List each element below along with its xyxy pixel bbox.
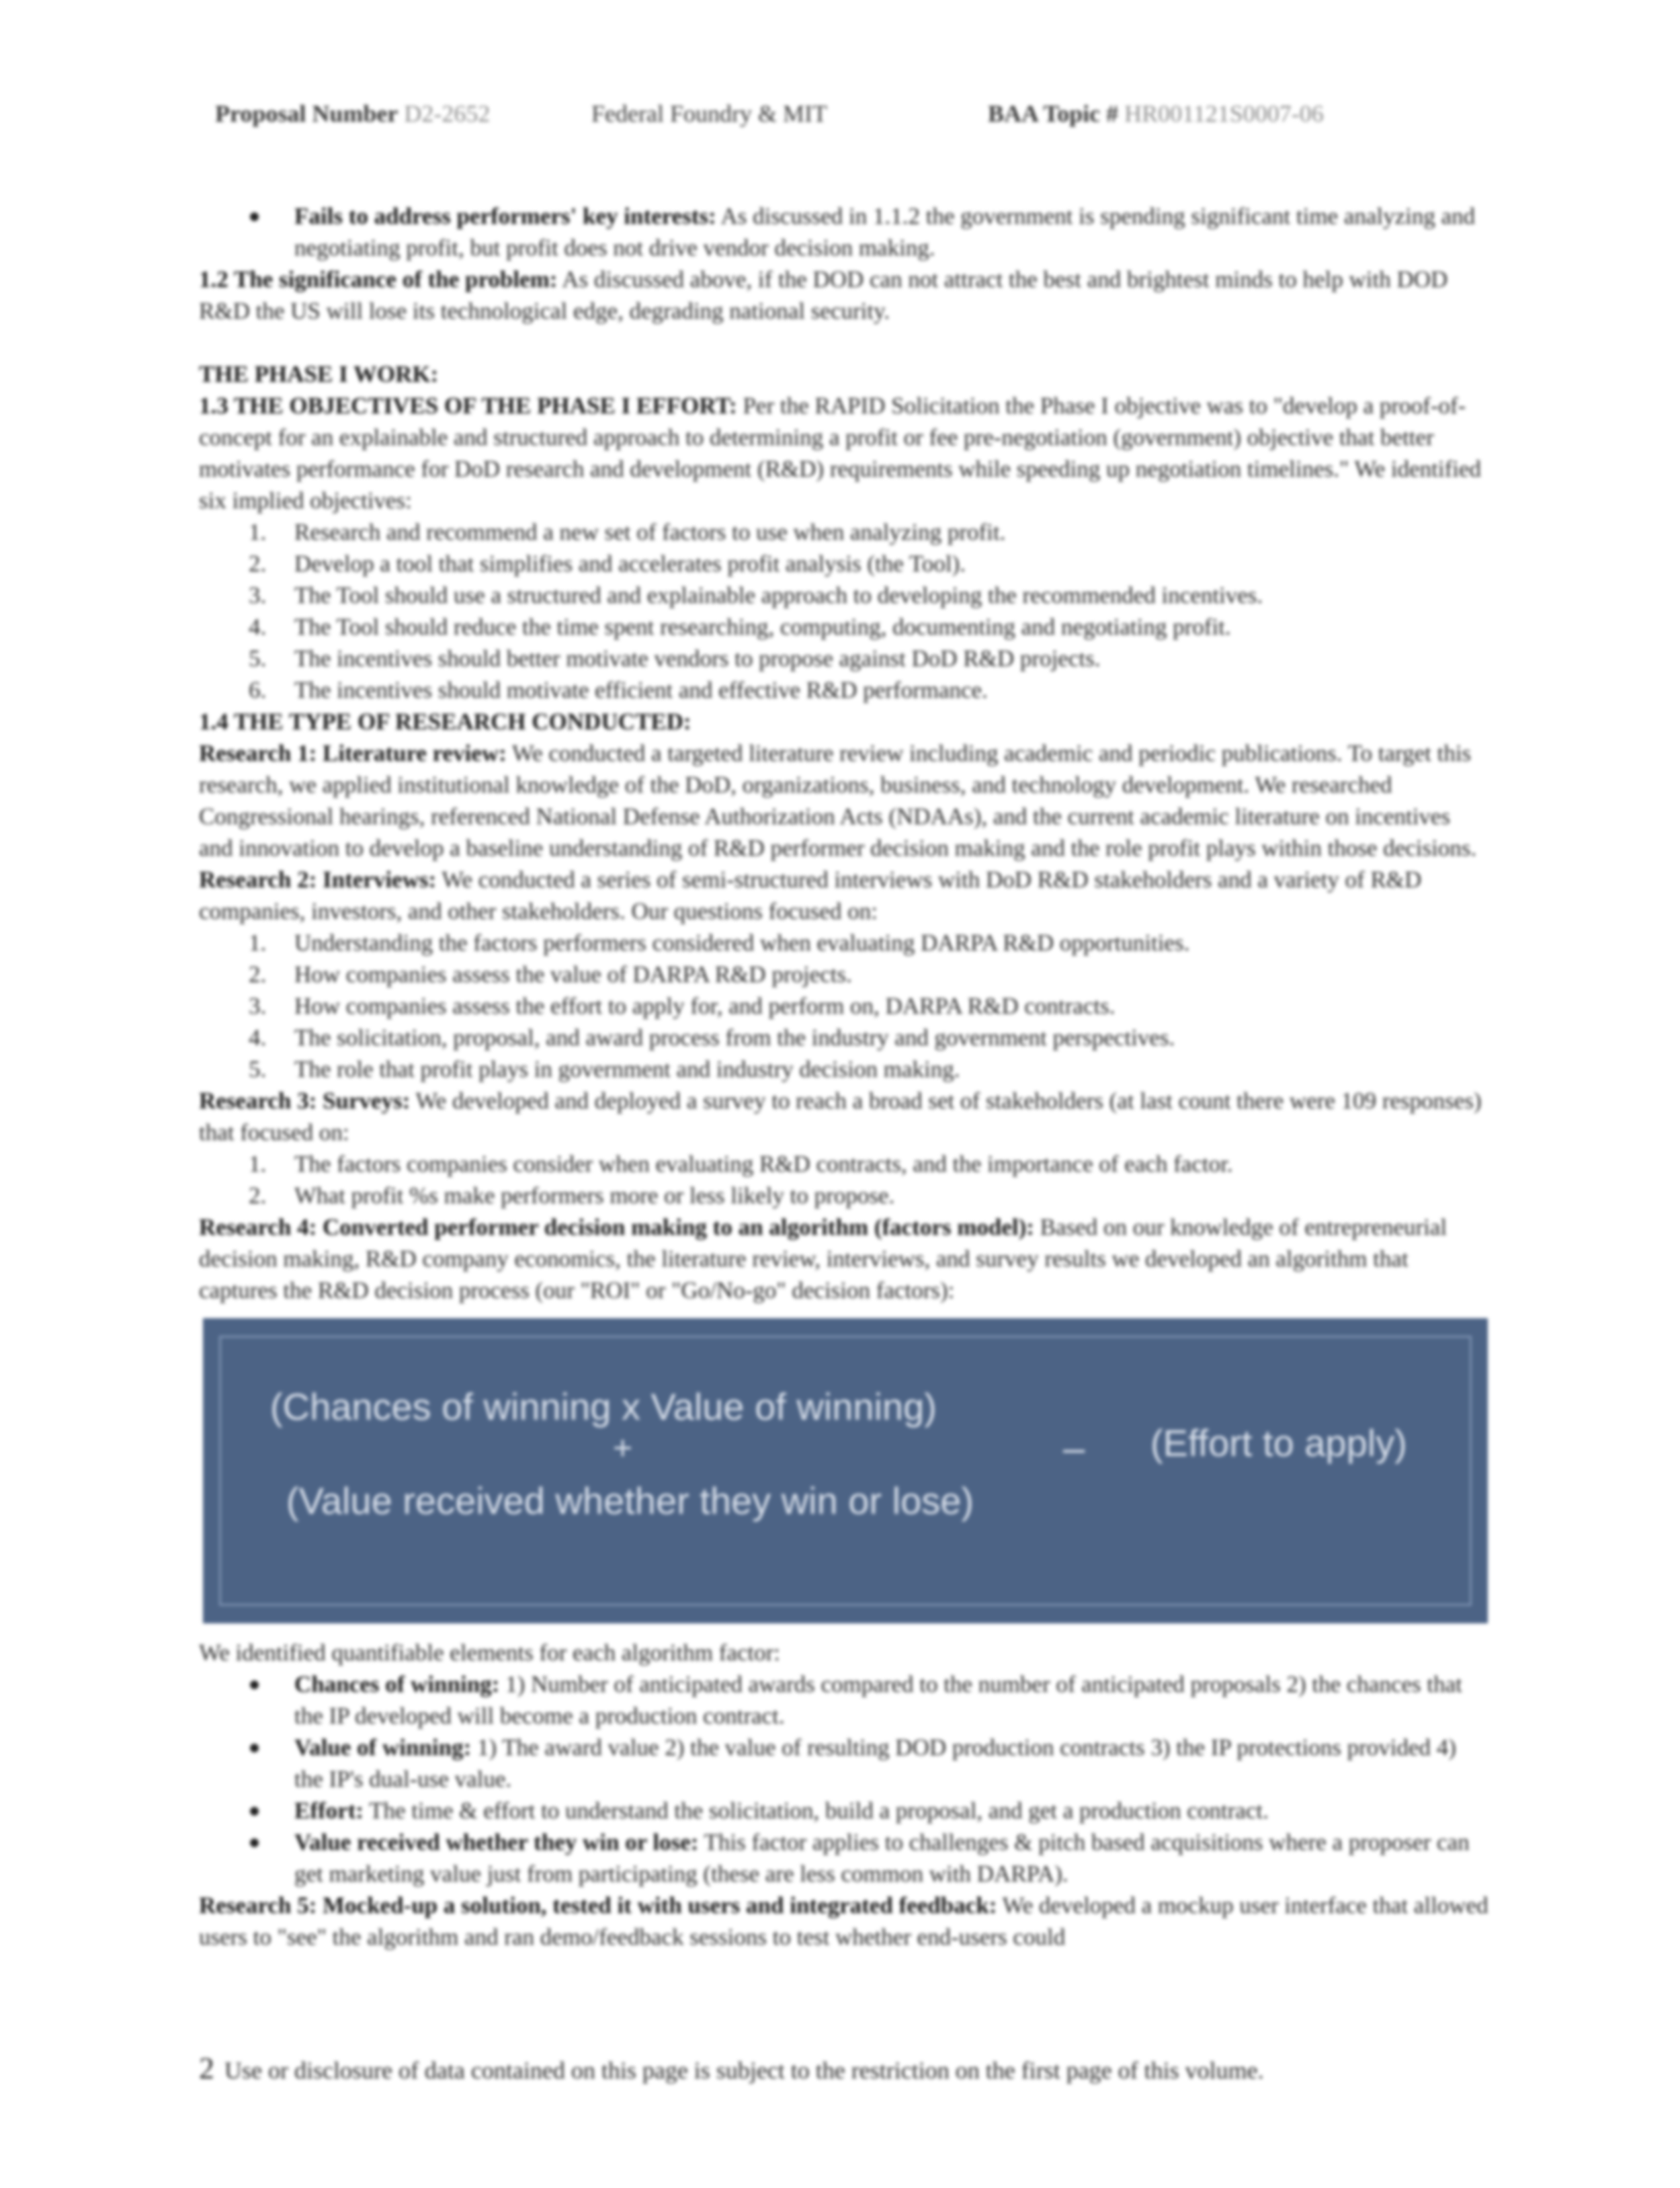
list-item: Chances of winning: 1) Number of anticipated awards compared to the number of anticipated proposals 2) the chances that the IP developed will become a production contract. — [199, 1668, 1489, 1732]
page-footer — [199, 2050, 1264, 2086]
research-5-paragraph: Research 5: Mocked-up a solution, tested it with users and integrated feedback: We developed a mockup user interface that allowed users to "see" the algorithm and ran demo/feedback sessions to test whether end-users could — [199, 1892, 1488, 1950]
list-item: 5. The incentives should better motivate vendors to propose against DoD R&D projects. — [249, 645, 1101, 672]
research-1-paragraph: Research 1: Literature review: We conducted a targeted literature review including academic and periodic publications. To target this research, we applied institutional knowledge of the DoD, organizations, business, and technology development. We researched Congressional hearings, referenced National Defense Authorization Acts (NDAAs), and the current academic literature on incentives and innovation to develop a baseline understanding of R&D performer decision making and the role profit plays within those decisions. — [199, 740, 1477, 861]
algorithm-formula-box — [203, 1318, 1488, 1623]
formula-plus-sign: + — [613, 1429, 633, 1467]
list-item: 1. The factors companies consider when evaluating R&D contracts, and the importance of each factor. — [249, 1151, 1233, 1177]
formula-term-value-received: (Value received whether they win or lose) — [286, 1480, 974, 1522]
list-item: 2. Develop a tool that simplifies and accelerates profit analysis (the Tool). — [249, 551, 966, 577]
research-3-paragraph: Research 3: Surveys: We developed and deployed a survey to reach a broad set of stakeholders (at last count there were 109 responses) that focused on: — [199, 1088, 1482, 1145]
footer-disclaimer: Use or disclosure of data contained on this page is subject to the restriction on the first page of this volume. — [224, 2057, 1264, 2084]
objectives-list — [199, 516, 1489, 706]
list-item: 2. How companies assess the value of DARPA R&D projects. — [249, 961, 852, 987]
formula-inner-border — [219, 1336, 1472, 1606]
proposal-number: Proposal Number D2-2652 — [215, 100, 491, 127]
list-item: 2. What profit %s make performers more or less likely to propose. — [249, 1182, 895, 1209]
research-type-heading: 1.4 THE TYPE OF RESEARCH CONDUCTED: — [199, 708, 691, 735]
formula-term-chances-value: (Chances of winning x Value of winning) — [270, 1385, 937, 1428]
intro-bullet-list — [199, 200, 1489, 264]
list-item: 5. The role that profit plays in government and industry decision making. — [249, 1056, 960, 1082]
research-2-list — [199, 927, 1489, 1085]
list-item: Effort: The time & effort to understand the solicitation, build a proposal, and get a production contract. — [199, 1795, 1489, 1826]
elements-intro: We identified quantifiable elements for each algorithm factor: — [199, 1639, 781, 1666]
list-item: 1. Understanding the factors performers considered when evaluating DARPA R&D opportunities. — [249, 930, 1190, 956]
page-header — [215, 99, 1465, 133]
objectives-paragraph: 1.3 THE OBJECTIVES OF THE PHASE I EFFORT: Per the RAPID Solicitation the Phase I objective was to "develop a proof-of-concept for an explainable and structured approach to determining a profit or fee pre-negotiation (government) objective that better motivates performance for DoD research and development (R&D) requirements while speeding up negotiation timelines." We identified six implied objectives: — [199, 393, 1482, 514]
significance-paragraph: 1.2 The significance of the problem: As discussed above, if the DOD can not attract the best and brightest minds to help with DOD R&D the US will lose its technological edge, degrading national security. — [199, 266, 1448, 324]
formula-minus-sign: – — [1063, 1426, 1085, 1470]
research-4-paragraph: Research 4: Converted performer decision making to an algorithm (factors model): Based on our knowledge of entrepreneurial decision making, R&D company economics, the literature review, interviews, and survey results we developed an algorithm that captures the R&D decision process (our "ROI" or "Go/No-go" decision factors): — [199, 1214, 1447, 1303]
list-item: 4. The Tool should reduce the time spent researching, computing, documenting and negotiating profit. — [249, 614, 1231, 640]
phase-heading: THE PHASE I WORK: — [199, 361, 439, 387]
list-item: Value received whether they win or lose: This factor applies to challenges & pitch based acquisitions where a proposer can get marketing value just from participating (these are less common with DARPA). — [199, 1826, 1489, 1890]
research-2-paragraph: Research 2: Interviews: We conducted a series of semi-structured interviews with DoD R&D stakeholders and a variety of R&D companies, investors, and other stakeholders. Our questions focused on: — [199, 866, 1422, 924]
list-item: Fails to address performers' key interests: As discussed in 1.1.2 the government is spending significant time analyzing and negotiating profit, but profit does not drive vendor decision making. — [199, 200, 1489, 264]
list-item: 6. The incentives should motivate efficient and effective R&D performance. — [249, 677, 988, 703]
elements-list — [199, 1668, 1489, 1890]
formula-term-effort: (Effort to apply) — [1150, 1422, 1407, 1464]
list-item: 3. How companies assess the effort to apply for, and perform on, DARPA R&D contracts. — [249, 993, 1116, 1019]
research-3-list — [199, 1148, 1489, 1211]
document-body — [199, 200, 1489, 1953]
list-item: 1. Research and recommend a new set of factors to use when analyzing profit. — [249, 519, 1006, 545]
list-item: 4. The solicitation, proposal, and award process from the industry and government perspectives. — [249, 1024, 1175, 1051]
page-number: 2 — [199, 2051, 214, 2085]
header-org: Federal Foundry & MIT — [591, 100, 827, 127]
baa-topic: BAA Topic # HR001121S0007-06 — [988, 100, 1324, 127]
list-item: 3. The Tool should use a structured and explainable approach to developing the recommended incentives. — [249, 582, 1263, 608]
list-item: Value of winning: 1) The award value 2) the value of resulting DOD production contracts 3) the IP protections provided 4) the IP's dual-use value. — [199, 1732, 1489, 1795]
